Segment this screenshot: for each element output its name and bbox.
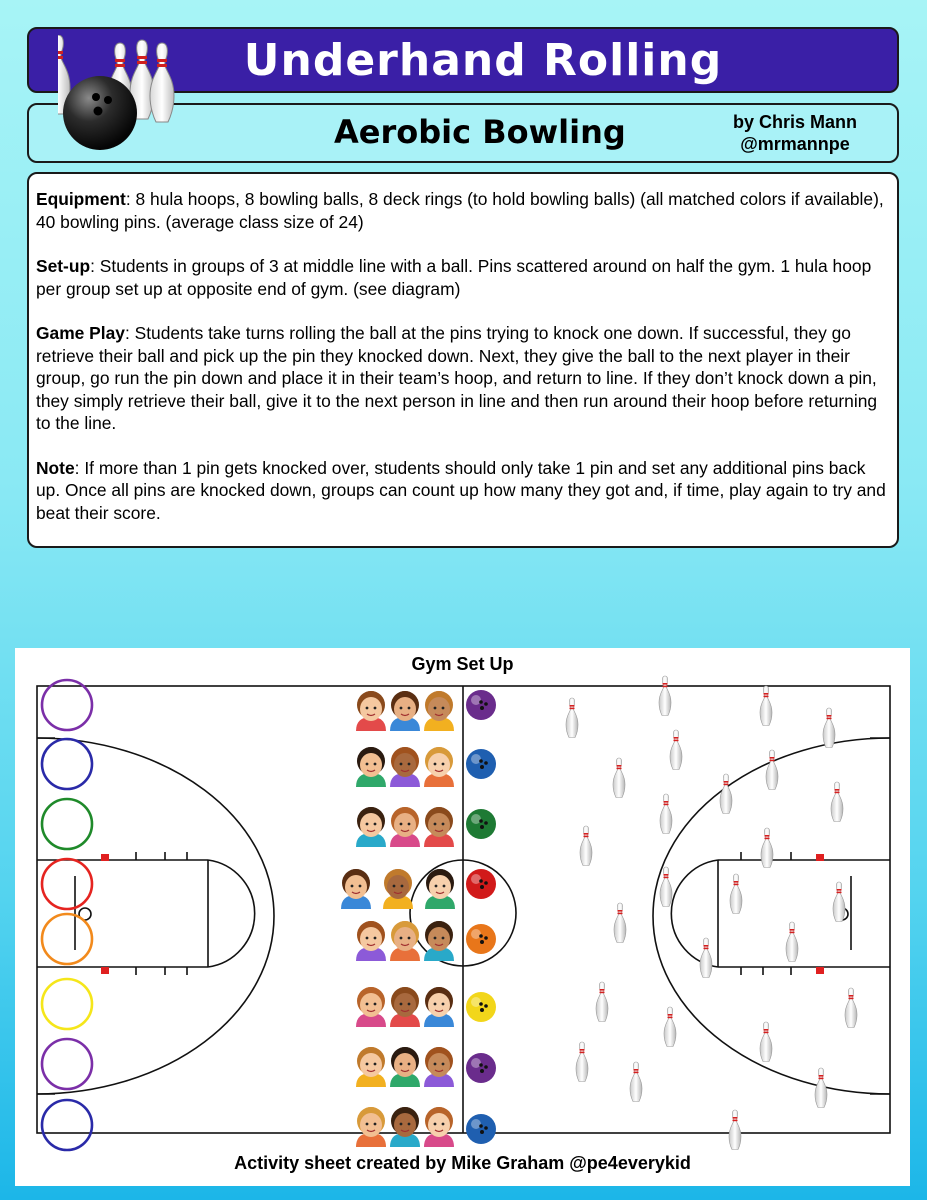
- bowling-ball-icon: [466, 992, 496, 1022]
- equipment-label: Equipment: [36, 189, 126, 209]
- student-face-icon: [356, 691, 386, 731]
- hula-hoop-icon: [42, 680, 92, 730]
- student-face-icon: [424, 691, 454, 731]
- author-handle: @mrmannpe: [740, 134, 850, 154]
- student-face-icon: [390, 921, 420, 961]
- student-face-icon: [390, 691, 420, 731]
- bowling-pin-icon: [660, 794, 672, 834]
- bowling-pin-icon: [596, 982, 608, 1022]
- student-face-icon: [425, 869, 455, 909]
- hula-hoops: [42, 680, 92, 1150]
- student-face-icon: [356, 1107, 386, 1147]
- gym-diagram: [15, 648, 910, 1186]
- student-face-icon: [390, 807, 420, 847]
- page-title: Underhand Rolling: [243, 34, 723, 86]
- bowling-pin-icon: [700, 938, 712, 978]
- bowling-pin-icon: [833, 882, 845, 922]
- hula-hoop-icon: [42, 914, 92, 964]
- student-face-icon: [341, 869, 371, 909]
- bowling-pin-icon: [614, 903, 626, 943]
- student-face-icon: [390, 1107, 420, 1147]
- bowling-pin-icon: [766, 750, 778, 790]
- bowling-pin-icon: [720, 774, 732, 814]
- hula-hoop-icon: [42, 1039, 92, 1089]
- note-paragraph: [36, 457, 889, 525]
- bowling-ball-icon: [466, 1053, 496, 1083]
- instructions-panel: [27, 172, 899, 548]
- bowling-pin-icon: [670, 730, 682, 770]
- student-face-icon: [424, 987, 454, 1027]
- hula-hoop-icon: [42, 979, 92, 1029]
- bowling-pin-icon: [576, 1042, 588, 1082]
- setup-text: : Students in groups of 3 at middle line with a ball. Pins scattered around on half the gym. 1 hula hoop per group set up at opposite end of gym. (see diagram): [36, 256, 872, 299]
- bowling-pin-icon: [613, 758, 625, 798]
- bowling-pin-icon: [761, 828, 773, 868]
- gameplay-label: Game Play: [36, 323, 125, 343]
- student-face-icon: [424, 747, 454, 787]
- diagram-footer: Activity sheet created by Mike Graham @pe4everykid: [234, 1153, 691, 1173]
- bowling-pin-icon: [566, 698, 578, 738]
- student-face-icon: [356, 747, 386, 787]
- bowling-ball-icon: [466, 869, 496, 899]
- student-groups: [341, 691, 455, 1147]
- student-face-icon: [390, 1047, 420, 1087]
- gameplay-text: : Students take turns rolling the ball at the pins trying to knock one down. If successful, they go retrieve their ball and pick up the pin they knocked down. Next, they give the ball to the next player in their group, go run the pin down and place it in their team’s hoop, and return to line. If they don’t knock down a pin, they simply retrieve their ball, give it to the next person in line and then run around their hoop before returning to the line.: [36, 323, 878, 433]
- bowling-pin-icon: [729, 1110, 741, 1150]
- bowling-pin-icon: [659, 676, 671, 716]
- bowling-pin-icon: [630, 1062, 642, 1102]
- student-face-icon: [424, 1107, 454, 1147]
- student-face-icon: [383, 869, 413, 909]
- bowling-pin-icon: [786, 922, 798, 962]
- bowling-ball-and-pins-icon: [58, 35, 188, 155]
- bowling-ball-icon: [466, 690, 496, 720]
- equipment-paragraph: [36, 188, 889, 233]
- right-free-throw-arc: [671, 860, 718, 967]
- bowling-ball-icon: [466, 809, 496, 839]
- student-face-icon: [356, 1047, 386, 1087]
- gameplay-paragraph: [36, 322, 889, 435]
- author-name: by Chris Mann: [732, 112, 857, 132]
- author-credit: [733, 111, 857, 155]
- student-face-icon: [356, 921, 386, 961]
- equipment-text: : 8 hula hoops, 8 bowling balls, 8 deck rings (to hold bowling balls) (all matched colors if available), 40 bowling pins. (average class size of 24): [36, 189, 884, 232]
- note-label: Note: [36, 457, 75, 478]
- setup-label: Set-up: [36, 256, 91, 276]
- bowling-pin-icon: [845, 988, 857, 1028]
- student-face-icon: [424, 807, 454, 847]
- gym-diagram-panel: [15, 648, 910, 1186]
- bowling-pin-icon: [760, 1022, 772, 1062]
- bowling-ball-icon: [466, 924, 496, 954]
- activity-title: Aerobic Bowling: [334, 113, 626, 151]
- bowling-ball-icon: [466, 749, 496, 779]
- bowling-pin-icon: [760, 686, 772, 726]
- right-three-point-arc: [653, 738, 890, 1094]
- student-face-icon: [356, 987, 386, 1027]
- bowling-pin-icon: [815, 1068, 827, 1108]
- bowling-pin-icon: [730, 874, 742, 914]
- bowling-pin-icon: [831, 782, 843, 822]
- bowling-pin-icon: [580, 826, 592, 866]
- note-text: : If more than 1 pin gets knocked over, students should only take 1 pin and set any additional pins back up. Once all pins are knocked down, groups can count up how many they got and, if time, play again to try and beat their score.: [36, 457, 886, 523]
- bowling-pin-icon: [664, 1007, 676, 1047]
- court-lines: [37, 686, 890, 1133]
- bowling-ball-icon: [466, 1114, 496, 1144]
- hula-hoop-icon: [42, 859, 92, 909]
- hula-hoop-icon: [42, 1100, 92, 1150]
- student-face-icon: [424, 1047, 454, 1087]
- student-face-icon: [390, 747, 420, 787]
- student-face-icon: [424, 921, 454, 961]
- bowling-pin-icon: [660, 867, 672, 907]
- setup-paragraph: [36, 255, 889, 300]
- diagram-heading: Gym Set Up: [411, 654, 514, 674]
- hula-hoop-icon: [42, 799, 92, 849]
- bowling-pin-icon: [823, 708, 835, 748]
- bowling-balls: [466, 690, 496, 1144]
- student-face-icon: [390, 987, 420, 1027]
- left-free-throw-arc: [208, 860, 255, 967]
- student-face-icon: [356, 807, 386, 847]
- hula-hoop-icon: [42, 739, 92, 789]
